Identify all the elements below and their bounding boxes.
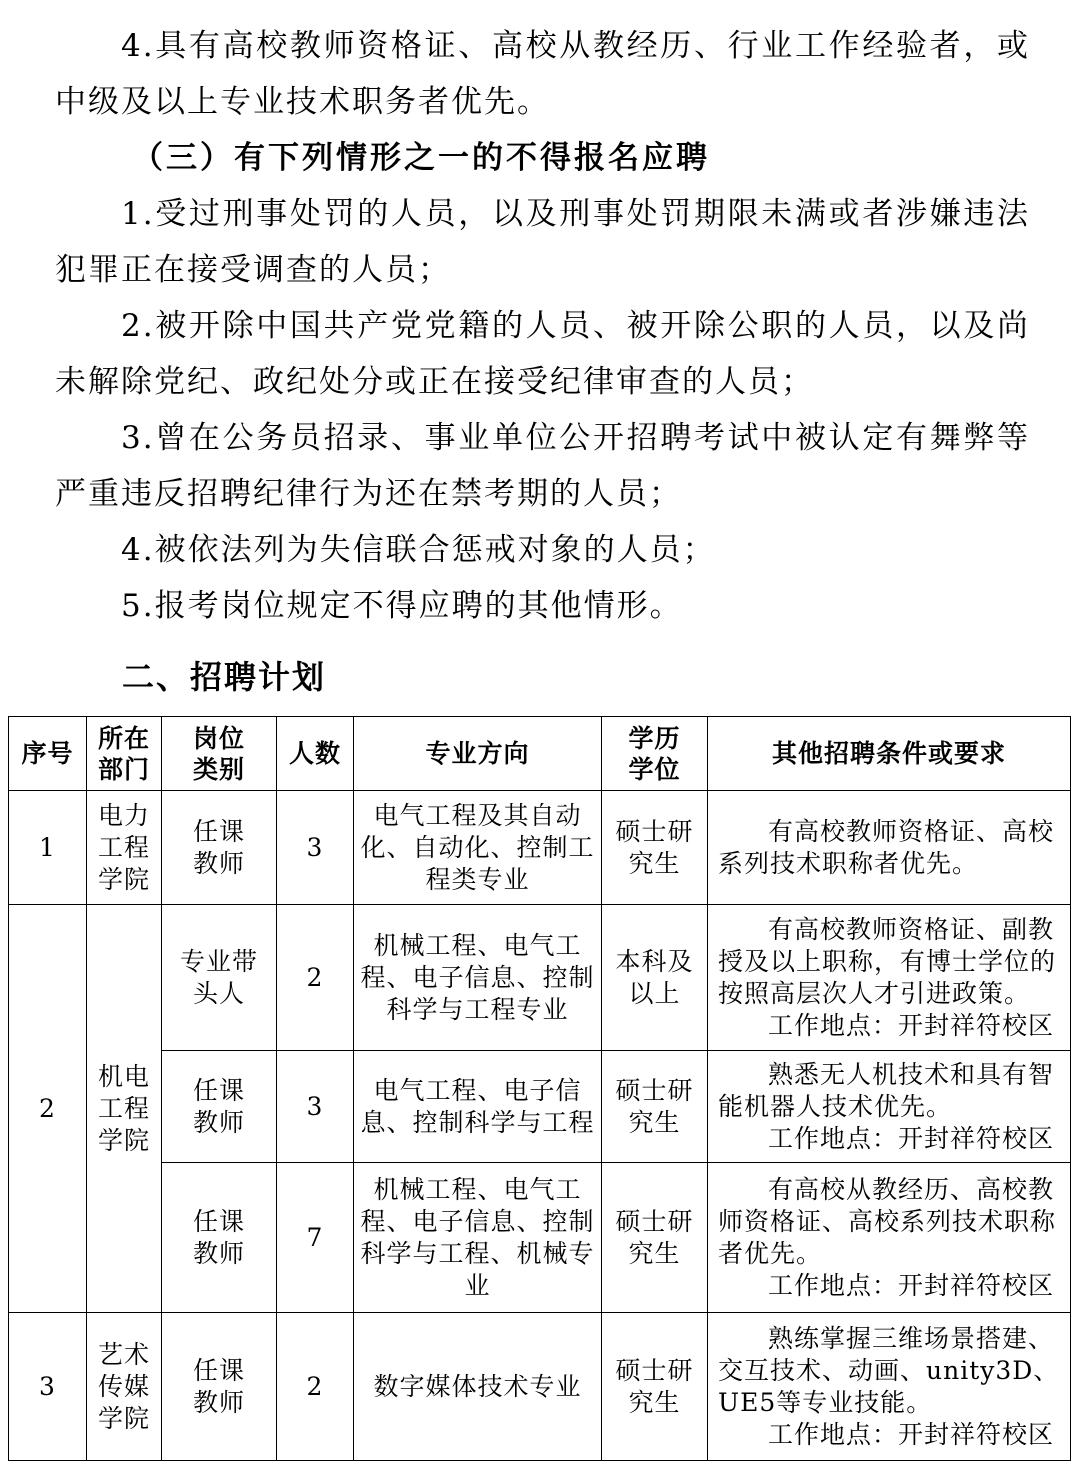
cell-major: 电气工程及其自动化、自动化、控制工程类专业 — [354, 791, 602, 905]
paragraph-condition-4: 4.具有高校教师资格证、高校从教经历、行业工作经验者，或中级及以上专业技术职务者优先。 — [55, 28, 1030, 120]
cell-degree: 硕士研究生 — [602, 791, 708, 905]
cell-major: 机械工程、电气工程、电子信息、控制科学与工程专业 — [354, 905, 602, 1051]
recruitment-plan-table — [8, 716, 1071, 1461]
cell-degree: 硕士研究生 — [602, 1163, 708, 1313]
cell-requirements: 熟练掌握三维场景搭建、交互技术、动画、unity3D、UE5等专业技能。 工作地点：开封祥符校区 — [708, 1313, 1071, 1461]
cell-type: 专业带头人 — [162, 905, 277, 1051]
cell-dept: 机电工程学院 — [87, 905, 162, 1313]
cell-count: 7 — [277, 1163, 354, 1313]
cell-no: 2 — [9, 905, 87, 1313]
cell-no: 1 — [9, 791, 87, 905]
cell-major: 机械工程、电气工程、电子信息、控制科学与工程、机械专业 — [354, 1163, 602, 1313]
paragraph-disqualify-3: 3.曾在公务员招录、事业单位公开招聘考试中被认定有舞弊等严重违反招聘纪律行为还在禁考期的人员； — [55, 420, 1030, 512]
table-row — [9, 905, 1071, 1051]
cell-dept: 艺术传媒学院 — [87, 1313, 162, 1461]
cell-type: 任课教师 — [162, 1051, 277, 1163]
section-title-recruitment-plan: 二、招聘计划 — [122, 658, 327, 696]
paragraph-disqualify-2: 2.被开除中国共产党党籍的人员、被开除公职的人员，以及尚未解除党纪、政纪处分或正在接受纪律审查的人员； — [55, 308, 1030, 400]
cell-requirements: 有高校教师资格证、副教授及以上职称，有博士学位的按照高层次人才引进政策。 工作地点：开封祥符校区 — [708, 905, 1071, 1051]
paragraph-disqualify-5: 5.报考岗位规定不得应聘的其他情形。 — [121, 588, 683, 624]
cell-no: 3 — [9, 1313, 87, 1461]
paragraph-disqualify-1: 1.受过刑事处罚的人员，以及刑事处罚期限未满或者涉嫌违法犯罪正在接受调查的人员； — [55, 196, 1030, 288]
header-other: 其他招聘条件或要求 — [708, 717, 1071, 791]
cell-count: 3 — [277, 1051, 354, 1163]
table-header-row — [9, 717, 1071, 791]
paragraph-disqualify-4: 4.被依法列为失信联合惩戒对象的人员； — [121, 532, 716, 568]
cell-requirements: 有高校从教经历、高校教师资格证、高校系列技术职称者优先。 工作地点：开封祥符校区 — [708, 1163, 1071, 1313]
cell-count: 2 — [277, 905, 354, 1051]
cell-degree: 硕士研究生 — [602, 1051, 708, 1163]
cell-major: 电气工程、电子信息、控制科学与工程 — [354, 1051, 602, 1163]
cell-dept: 电力工程学院 — [87, 791, 162, 905]
header-count: 人数 — [277, 717, 354, 791]
table-row — [9, 1051, 1071, 1163]
cell-requirements: 熟悉无人机技术和具有智能机器人技术优先。 工作地点：开封祥符校区 — [708, 1051, 1071, 1163]
subheading-disqualifications: （三）有下列情形之一的不得报名应聘 — [132, 140, 710, 176]
cell-degree: 本科及以上 — [602, 905, 708, 1051]
cell-degree: 硕士研究生 — [602, 1313, 708, 1461]
cell-major: 数字媒体技术专业 — [354, 1313, 602, 1461]
table-row — [9, 791, 1071, 905]
cell-count: 3 — [277, 791, 354, 905]
table-row — [9, 1313, 1071, 1461]
header-no: 序号 — [9, 717, 87, 791]
header-dept: 所在部门 — [87, 717, 162, 791]
cell-count: 2 — [277, 1313, 354, 1461]
table-row — [9, 1163, 1071, 1313]
header-major: 专业方向 — [354, 717, 602, 791]
cell-type: 任课教师 — [162, 791, 277, 905]
header-type: 岗位类别 — [162, 717, 277, 791]
cell-type: 任课教师 — [162, 1163, 277, 1313]
cell-type: 任课教师 — [162, 1313, 277, 1461]
header-degree: 学历学位 — [602, 717, 708, 791]
cell-requirements: 有高校教师资格证、高校系列技术职称者优先。 — [708, 791, 1071, 905]
